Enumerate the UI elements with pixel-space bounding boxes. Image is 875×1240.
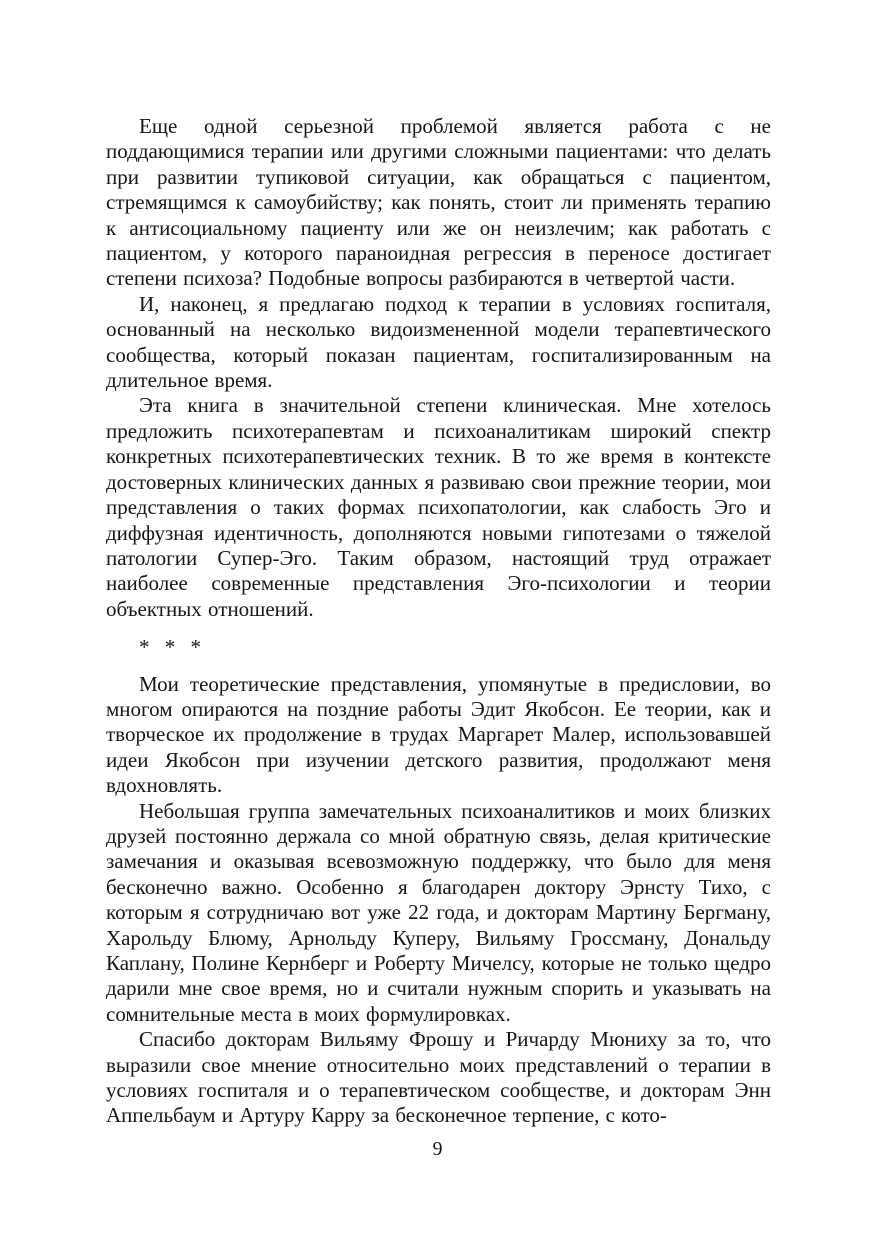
paragraph: Небольшая группа замечательных психоаналитиков и моих близких друзей постоянно держала со мной обратную связь, делая критические замечания и оказывая всевозможную поддержку, что было для меня бесконечно важно. Особенно я благодарен доктору Эрнсту Тихо, с которым я сотрудничаю вот уже 22 года, и докторам Мартину Бергману, Харольду Блюму, Арнольду Куперу, Вильяму Гроссману, Дональду Каплану, Полине Кернберг и Роберту Мичелсу, которые не только щедро дарили мне свое время, но и считали нужным спорить и указывать на сомнительные места в моих формулировках. — [106, 798, 771, 1026]
paragraph: Спасибо докторам Вильяму Фрошу и Ричарду Мюниху за то, что выразили свое мнение относительно моих представлений о терапии в условиях госпиталя и о терапевтическом сообществе, и докторам Энн Аппельбаум и Артуру Карру за бесконечное терпение, с кото- — [106, 1027, 771, 1128]
page-number: 9 — [432, 1138, 443, 1160]
paragraph: И, наконец, я предлагаю подход к терапии в условиях госпиталя, основанный на несколько видоизмененной модели терапевтического сообщества, который показан пациентам, госпитализированным на длительное время. — [106, 291, 771, 393]
paragraph: Мои теоретические представления, упомянутые в предисловии, во многом опираются на поздние работы Эдит Якобсон. Ее теории, как и творческое их продолжение в трудах Маргарет Малер, использовавшей идеи Якобсон при изучении детского развития, продолжают меня вдохновлять. — [106, 671, 771, 798]
page-text-block — [106, 114, 771, 1129]
paragraph: Эта книга в значительной степени клиническая. Мне хотелось предложить психотерапевтам и психоаналитикам широкий спектр конкретных психотерапевтических техник. В то же время в контексте достоверных клинических данных я развиваю свои прежние теории, мои представления о таких формах психопатологии, как слабость Эго и диффузная идентичность, дополняются новыми гипотезами о тяжелой патологии Супер-Эго. Таким образом, настоящий труд отражает наиболее современные представления Эго-психологии и теории объектных отношений. — [106, 393, 771, 621]
paragraph: Еще одной серьезной проблемой является работа с не поддающимися терапии или другими сложными пациентами: что делать при развитии тупиковой ситуации, как обращаться с пациентом, стремящимся к самоубийству; как понять, стоит ли применять терапию к антисоциальному пациенту или же он неизлечим; как работать с пациентом, у которого параноидная регрессия в переносе достигает степени психоза? Подобные вопросы разбираются в четвертой части. — [106, 114, 771, 291]
section-separator: * * * — [139, 635, 206, 660]
